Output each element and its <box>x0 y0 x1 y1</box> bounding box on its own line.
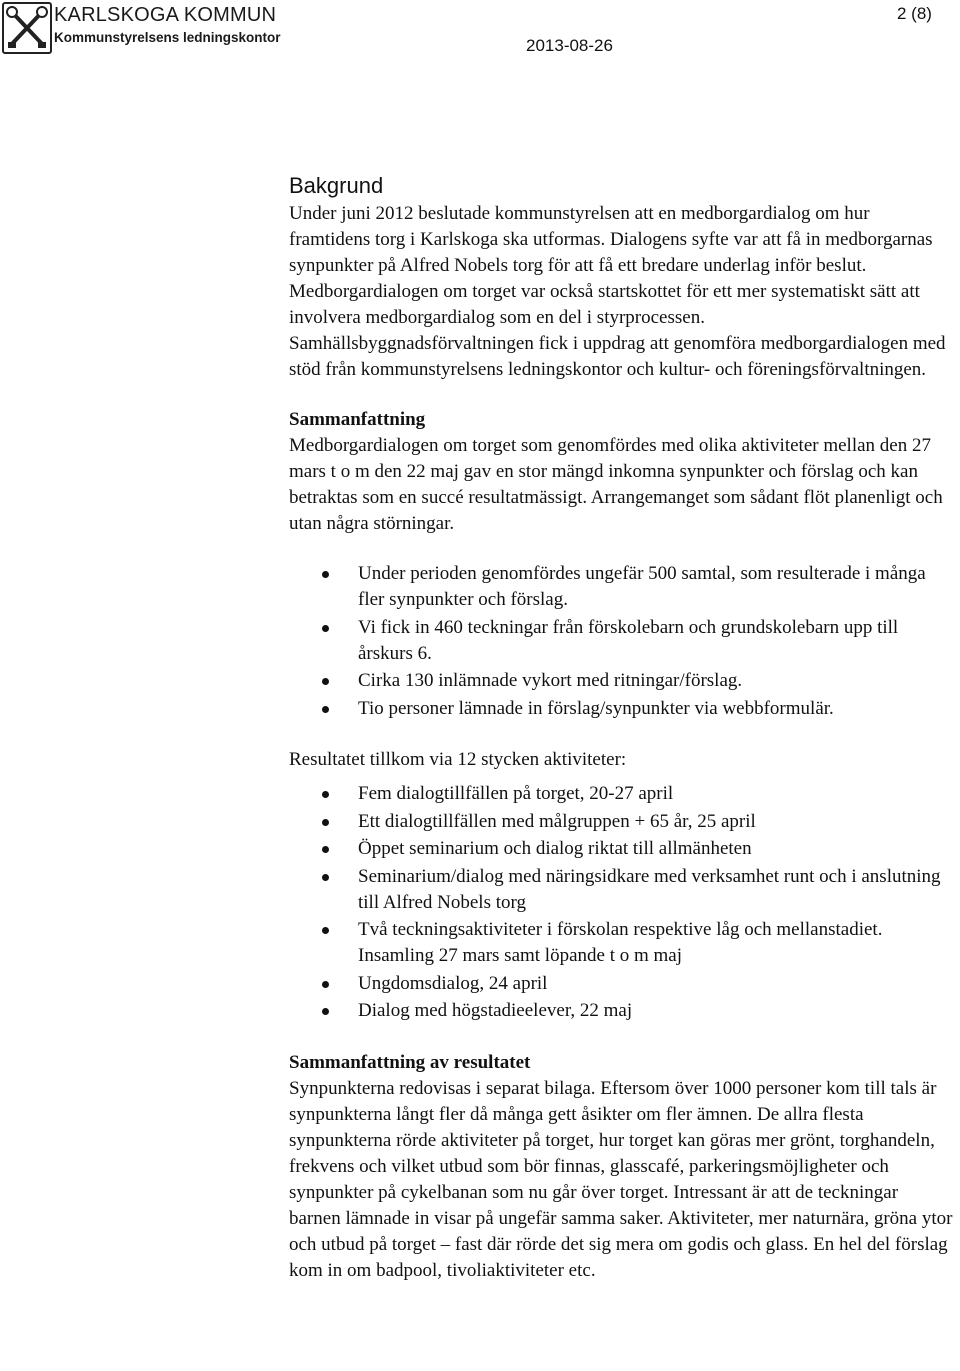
list-item-text: Cirka 130 inlämnade vykort med ritningar/förslag. <box>358 670 743 691</box>
list-item-text: Vi fick in 460 teckningar från förskolebarn och grundskolebarn upp till årskurs 6. <box>358 616 899 664</box>
organization-unit: Kommunstyrelsens ledningskontor <box>54 30 281 45</box>
list-item <box>0 561 954 613</box>
bullet-icon <box>322 874 329 881</box>
bullet-icon <box>322 846 329 853</box>
bullet-icon <box>322 791 329 798</box>
list-item <box>0 781 954 807</box>
list-item <box>0 864 954 916</box>
list-item-text: Dialog med högstadieelever, 22 maj <box>358 1000 633 1021</box>
list-item-text: Två teckningsaktiviteter i förskolan respektive låg och mellanstadiet. Insamling 27 mars samt löpande t o m maj <box>358 919 883 966</box>
paragraph-sammanfattning: Medborgardialogen om torget som genomfördes med olika aktiviteter mellan den 27 mars t o m den 22 maj gav en stor mängd inkomna synpunkter och förslag och kan betraktas som en succé resultatmässigt. Arrangemanget som sådant flöt planenligt och utan några störningar. <box>289 435 943 534</box>
list-item <box>0 836 954 862</box>
list-item <box>0 809 954 835</box>
list-item-text: Tio personer lämnade in förslag/synpunkter via webbformulär. <box>358 697 834 719</box>
organization-name: KARLSKOGA KOMMUN <box>54 4 277 26</box>
bullet-icon <box>322 571 329 578</box>
page-number: 2 (8) <box>897 4 932 23</box>
bullet-icon <box>322 678 329 685</box>
activity-bullet-list <box>0 781 954 1024</box>
bullet-icon <box>322 927 329 934</box>
document-body <box>289 171 954 1284</box>
bullet-icon <box>322 1008 329 1015</box>
list-item <box>0 971 954 997</box>
bullet-icon <box>322 625 329 632</box>
bullet-icon <box>322 819 329 826</box>
paragraph-bakgrund-1: Under juni 2012 beslutade kommunstyrelsen att en medborgardialog om hur framtidens torg i Karlskoga ska utformas. Dialogens syfte var att få in medborgarnas synpunkter på Alfred Nobels torg för att få ett bredare underlag inför beslut. Medborgardialogen om torget var också startskottet för ett mer systematiskt sätt att involvera medborgardialog som en del i styrprocessen. <box>289 203 933 328</box>
list-item <box>0 668 954 694</box>
heading-bakgrund: Bakgrund <box>289 173 384 198</box>
list-item-text: Öppet seminarium och dialog riktat till allmänheten <box>358 838 752 859</box>
list-item-text: Fem dialogtillfällen på torget, 20-27 april <box>358 783 674 804</box>
heading-sammanfattning: Sammanfattning <box>289 409 426 430</box>
bullet-icon <box>322 981 329 988</box>
page-header <box>0 0 960 60</box>
list-item <box>0 917 954 969</box>
paragraph-resultat: Synpunkterna redovisas i separat bilaga. Eftersom över 1000 personer kom till tals är synpunkterna långt fler då många gett åsikter om fler ämnen. De allra flesta synpunkterna rörde aktiviteter på torget, hur torget kan göras mer grönt, torghandeln, frekvens och vilket utbud som bör finnas, glasscafé, parkeringsmöjligheter och synpunkter på cykelbanan som nu går över torget. Intressant är att de teckningar barnen lämnade in visar på ungefär samma saker. Aktiviteter, mer naturnära, gröna ytor och utbud på torget – fast där rörde det sig mera om godis och glass. En hel del förslag kom in om badpool, tivoliaktiviteter etc. <box>289 1077 953 1281</box>
document-date: 2013-08-26 <box>526 36 613 55</box>
summary-bullet-list <box>0 561 954 722</box>
list-item-text: Ett dialogtillfällen med målgruppen + 65 år, 25 april <box>358 810 756 832</box>
list-item <box>0 696 954 722</box>
list-item-text: Seminarium/dialog med näringsidkare med verksamhet runt och i anslutning till Alfred Nobels torg <box>358 865 941 913</box>
list-item-text: Ungdomsdialog, 24 april <box>358 972 548 994</box>
bullet-icon <box>322 706 329 713</box>
list-item <box>0 615 954 667</box>
coat-of-arms-logo <box>2 2 52 54</box>
heading-sammanfattning-av-resultatet: Sammanfattning av resultatet <box>289 1051 531 1073</box>
list-item-text: Under perioden genomfördes ungefär 500 samtal, som resulterade i många fler synpunkter och förslag. <box>358 563 926 610</box>
paragraph-bakgrund-2: Samhällsbyggnadsförvaltningen fick i uppdrag att genomföra medborgardialogen med stöd från kommunstyrelsens ledningskontor och kultur- och föreningsförvaltningen. <box>289 333 946 380</box>
list-item <box>0 998 954 1024</box>
paragraph-activities-intro: Resultatet tillkom via 12 stycken aktiviteter: <box>289 749 627 770</box>
